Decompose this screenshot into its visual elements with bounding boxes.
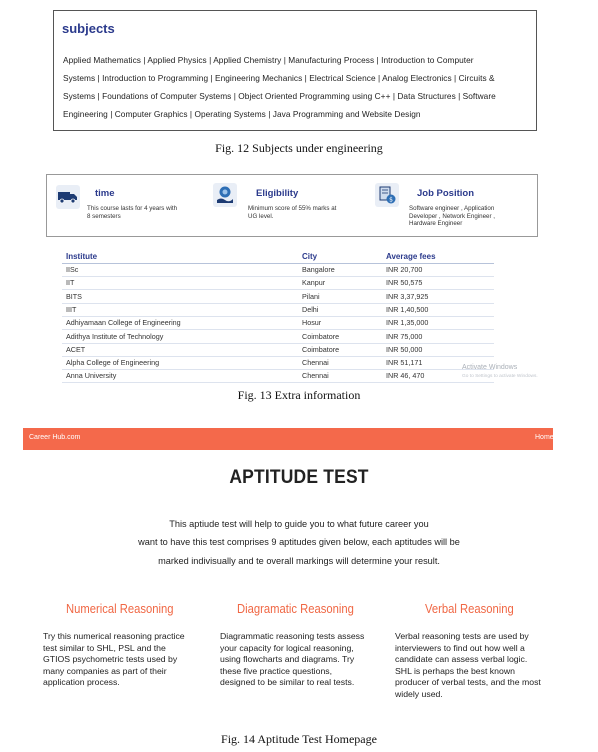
cell-city: Coimbatore: [302, 331, 340, 341]
diagramatic-reasoning-description: Diagrammatic reasoning tests assess your capacity for logical reasoning, using flowcharts and diagrams. Try these five practice questions, designed to be similar to real tests.: [220, 631, 365, 687]
truck-icon: [56, 185, 80, 209]
site-header: [23, 428, 553, 450]
figure-caption-14: Fig. 14 Aptitude Test Homepage: [221, 732, 377, 746]
verbal-reasoning-link[interactable]: Verbal Reasoning: [425, 602, 514, 616]
cell-city: Chennai: [302, 371, 329, 381]
cell-fees: INR 1,35,000: [386, 318, 429, 328]
column-header-city: City: [302, 252, 318, 261]
cell-fees: INR 3,37,925: [386, 291, 429, 301]
table-row: [62, 263, 494, 277]
cell-city: Kanpur: [302, 278, 326, 288]
badge-hand-icon: [213, 183, 237, 207]
info-text-time: This course lasts for 4 years with 8 semesters: [87, 205, 178, 220]
site-brand-link[interactable]: Career Hub.com: [29, 434, 81, 441]
column-header-fees: Average fees: [386, 252, 436, 261]
cell-institute: IISc: [66, 265, 79, 274]
subject-list-line: Systems | Introduction to Programming | Engineering Mechanics | Electrical Science | Analog Electronics | Circuits &: [63, 73, 495, 83]
info-heading-time: time: [95, 188, 115, 199]
table-row: [62, 343, 494, 357]
intro-line: want to have this test comprises 9 aptitudes given below, each aptitudes will be: [138, 537, 460, 547]
figure-caption-12: Fig. 12 Subjects under engineering: [215, 141, 383, 155]
cell-fees: INR 50,575: [386, 278, 423, 288]
cell-institute: IIT: [66, 278, 75, 288]
numerical-reasoning-description: Try this numerical reasoning practice test similar to SHL, PSL and the GTIOS psychometric tests used by many companies as part of their application process.: [43, 631, 185, 687]
subjects-title: subjects: [62, 21, 115, 36]
cell-institute: IIIT: [66, 304, 77, 314]
cell-fees: INR 51,171: [386, 358, 423, 368]
cell-institute: ACET: [66, 344, 86, 354]
table-row: [62, 276, 494, 290]
table-row: [62, 330, 494, 344]
table-row: [62, 356, 494, 370]
page-title: APTITUDE TEST: [229, 467, 369, 488]
cell-city: Chennai: [302, 358, 329, 368]
table-header-row: [62, 250, 494, 264]
intro-line: This aptiude test will help to guide you to what future career you: [169, 519, 429, 529]
column-header-institute: Institute: [66, 252, 98, 261]
info-heading-job-position: Job Position: [417, 188, 474, 199]
intro-line: marked indivisually and te overall markings will determine your result.: [158, 556, 440, 566]
cell-institute: Adhiyamaan College of Engineering: [66, 318, 181, 328]
subjects-panel: [53, 10, 537, 131]
info-text-job-position: Software engineer , Application Developer , Network Engineer , Hardware Engineer: [409, 205, 495, 227]
diagramatic-reasoning-link[interactable]: Diagramatic Reasoning: [237, 602, 354, 616]
table-row: [62, 369, 494, 383]
watermark-subtitle: Go to Settings to activate Windows.: [462, 374, 538, 379]
cell-fees: INR 1,40,500: [386, 304, 429, 314]
cell-institute: Anna University: [66, 371, 117, 381]
subject-list-line: Engineering | Computer Graphics | Operating Systems | Java Programming and Website Design: [63, 109, 421, 119]
cell-city: Coimbatore: [302, 344, 340, 354]
subject-list-line: Applied Mathematics | Applied Physics | Applied Chemistry | Manufacturing Process | Introduction to Computer: [63, 55, 474, 65]
cell-fees: INR 20,700: [386, 265, 423, 274]
cell-institute: Alpha College of Engineering: [66, 358, 160, 368]
cell-city: Hosur: [302, 318, 322, 328]
numerical-reasoning-link[interactable]: Numerical Reasoning: [66, 602, 174, 616]
svg-text:$: $: [389, 196, 393, 204]
nav-home-link[interactable]: Home: [535, 434, 554, 441]
figure-caption-13: Fig. 13 Extra information: [237, 388, 361, 402]
cell-institute: BITS: [66, 291, 82, 301]
cell-institute: Adithya Institute of Technology: [66, 331, 164, 341]
cell-fees: INR 46, 470: [386, 371, 425, 381]
table-row: [62, 303, 494, 317]
cell-fees: INR 50,000: [386, 344, 423, 354]
cell-city: Bangalore: [302, 265, 335, 274]
verbal-reasoning-description: Verbal reasoning tests are used by interviewers to find out how well a candidate can assess verbal logic. SHL is perhaps the best known producer of verbal tests, and the most widely used.: [395, 631, 541, 699]
cell-city: Pilani: [302, 291, 320, 301]
subject-list-line: Systems | Foundations of Computer Systems | Object Oriented Programming using C++ | Data Structures | Software: [63, 91, 496, 101]
watermark-title: Activate Windows: [462, 364, 518, 371]
table-row: [62, 316, 494, 330]
info-heading-eligibility: Eligibility: [256, 188, 299, 199]
table-row: [62, 290, 494, 304]
document-coin-icon: [375, 183, 399, 207]
cell-fees: INR 75,000: [386, 331, 423, 341]
cell-city: Delhi: [302, 304, 319, 314]
course-info-bar: [46, 174, 538, 237]
info-text-eligibility: Minimum score of 55% marks at UG level.: [248, 205, 337, 220]
